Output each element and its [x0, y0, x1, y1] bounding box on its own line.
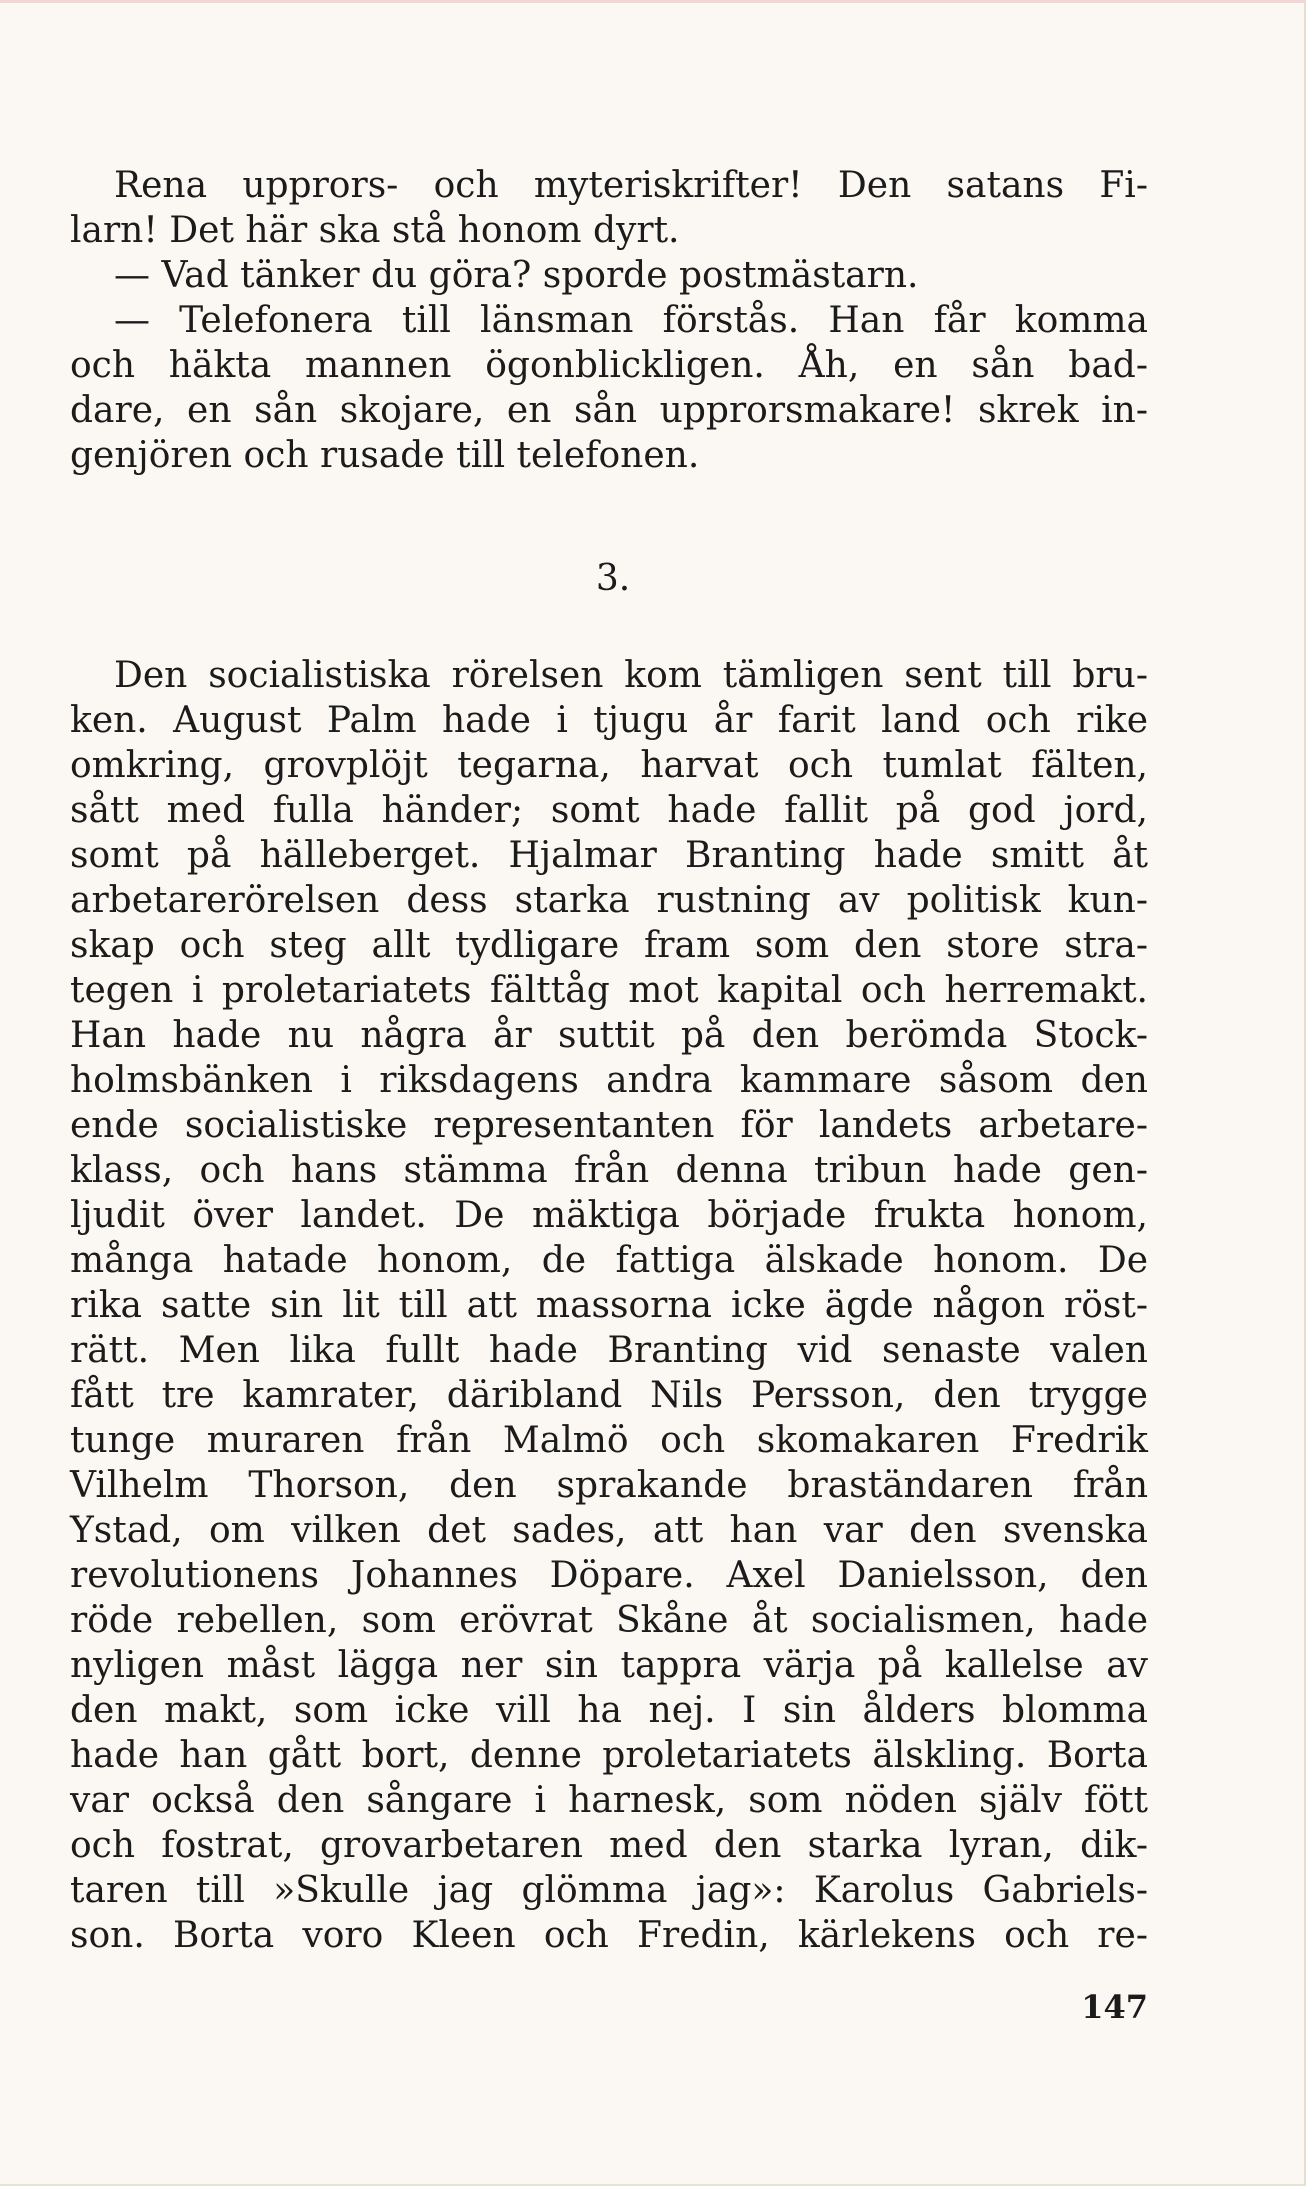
text-line: och fostrat, grovarbetaren med den starka lyran, dik-	[70, 1825, 1148, 1866]
text-line: röde rebellen, som erövrat Skåne åt socialismen, hade	[70, 1600, 1148, 1641]
text-line: var också den sångare i harnesk, som nöden själv fött	[70, 1780, 1148, 1821]
text-line: arbetarerörelsen dess starka rustning av politisk kun-	[70, 880, 1148, 921]
text-line: ljudit över landet. De mäktiga började frukta honom,	[70, 1195, 1148, 1236]
text-line: omkring, grovplöjt tegarna, harvat och tumlat fälten,	[70, 745, 1148, 786]
text-line: tegen i proletariatets fälttåg mot kapital och herremakt.	[70, 970, 1148, 1011]
text-line: son. Borta voro Kleen och Fredin, kärlekens och re-	[70, 1915, 1148, 1956]
text-line: ken. August Palm hade i tjugu år farit land och rike	[70, 700, 1148, 741]
page-number: 147	[1081, 1988, 1148, 2026]
text-line: taren till »Skulle jag glömma jag»: Karolus Gabriels-	[70, 1870, 1148, 1911]
text-line: Ystad, om vilken det sades, att han var den svenska	[70, 1510, 1148, 1551]
opening-paragraphs	[70, 163, 1148, 478]
text-line: Han hade nu några år suttit på den berömda Stock-	[70, 1015, 1148, 1056]
text-line: nyligen måst lägga ner sin tappra värja på kallelse av	[70, 1645, 1148, 1686]
text-line: revolutionens Johannes Döpare. Axel Danielsson, den	[70, 1555, 1148, 1596]
text-line: rätt. Men lika fullt hade Branting vid senaste valen	[70, 1330, 1148, 1371]
text-line: skap och steg allt tydligare fram som den store stra-	[70, 925, 1148, 966]
text-line: holmsbänken i riksdagens andra kammare såsom den	[70, 1060, 1148, 1101]
text-line: ende socialistiske representanten för landets arbetare-	[70, 1105, 1148, 1146]
text-line: fått tre kamrater, däribland Nils Persson, den trygge	[70, 1375, 1148, 1416]
text-line: — Telefonera till länsman förstås. Han får komma	[114, 300, 1148, 341]
main-paragraph	[70, 653, 1148, 1958]
text-line: larn! Det här ska stå honom dyrt.	[70, 210, 680, 251]
text-line: många hatade honom, de fattiga älskade honom. De	[70, 1240, 1148, 1281]
text-line: sått med fulla händer; somt hade fallit på god jord,	[70, 790, 1148, 831]
text-line: hade han gått bort, denne proletariatets älskling. Borta	[70, 1735, 1148, 1776]
text-line: klass, och hans stämma från denna tribun hade gen-	[70, 1150, 1148, 1191]
text-line: Den socialistiska rörelsen kom tämligen sent till bru-	[114, 655, 1148, 696]
text-line: somt på hälleberget. Hjalmar Branting hade smitt åt	[70, 835, 1148, 876]
text-line: Vilhelm Thorson, den sprakande braständaren från	[70, 1465, 1148, 1506]
text-line: — Vad tänker du göra? sporde postmästarn.	[114, 255, 919, 296]
text-line: Rena upprors- och myteriskrifter! Den satans Fi-	[114, 165, 1148, 206]
section-number: 3.	[595, 558, 631, 599]
text-line: den makt, som icke vill ha nej. I sin ålders blomma	[70, 1690, 1148, 1731]
text-line: genjören och rusade till telefonen.	[70, 435, 700, 476]
text-line: rika satte sin lit till att massorna icke ägde någon röst-	[70, 1285, 1148, 1326]
text-line: tunge muraren från Malmö och skomakaren Fredrik	[70, 1420, 1148, 1461]
text-line: och häkta mannen ögonblickligen. Åh, en sån bad-	[70, 345, 1148, 386]
text-line: dare, en sån skojare, en sån upprorsmakare! skrek in-	[70, 390, 1148, 431]
